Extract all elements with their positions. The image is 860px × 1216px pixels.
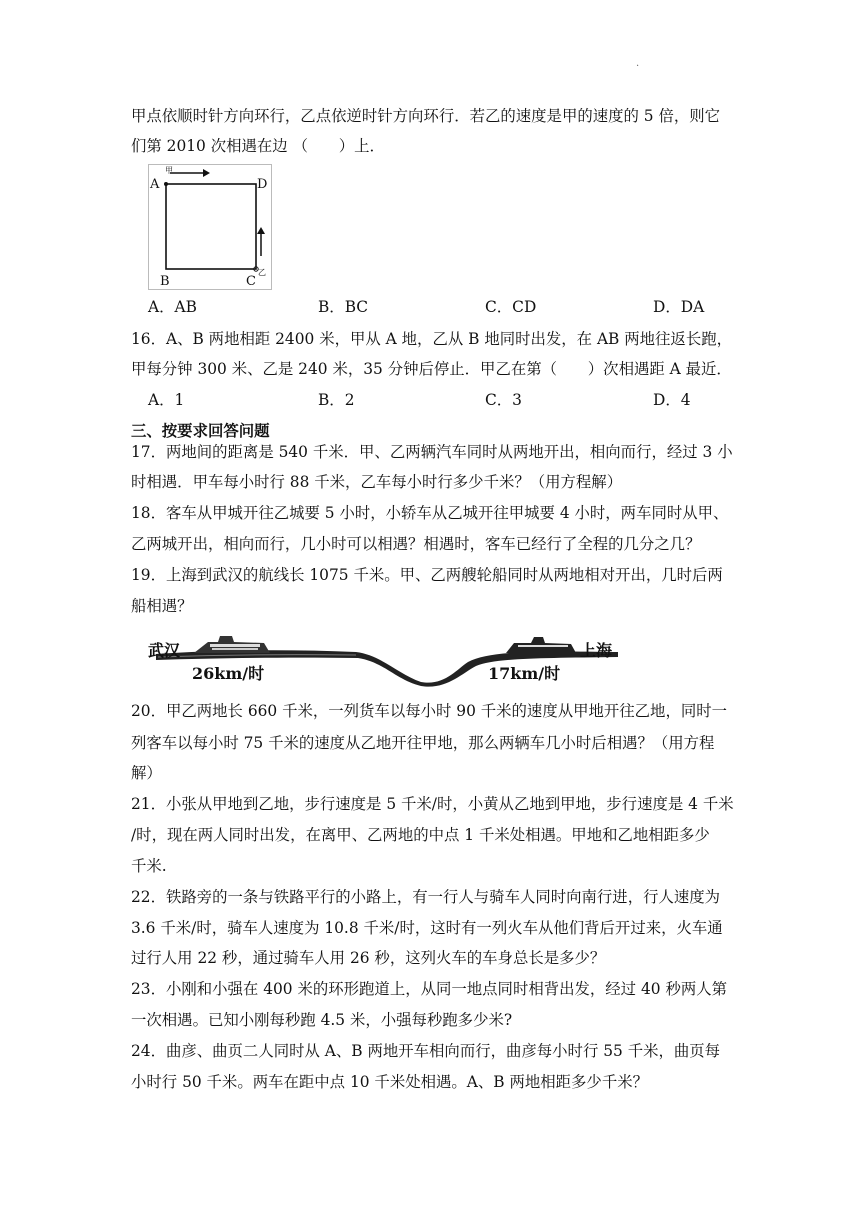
q16-option-a: A．1	[148, 391, 185, 409]
q18-text-line2: 乙两城开出，相向而行，几小时可以相遇？相遇时，客车已经行了全程的几分之几？	[131, 535, 701, 553]
q16-option-d: D．4	[653, 391, 691, 409]
q19-text-line2: 船相遇？	[131, 597, 193, 615]
q16-option-c: C．3	[485, 391, 522, 409]
q22-text-line2: 3.6 千米/时，骑车人速度为 10.8 千米/时，这时有一列火车从他们背后开过来，火车通	[131, 919, 723, 937]
label-yi: 乙	[258, 268, 266, 277]
q15-option-c: C．CD	[485, 298, 537, 316]
shanghai-speed-label: 17km/时	[488, 664, 561, 683]
q20-text-line1: 20．甲乙两地长 660 千米，一列货车以每小时 90 千米的速度从甲地开往乙地，同时一	[131, 702, 728, 720]
label-c: C	[246, 274, 256, 289]
q15-text-line2: 们第 2010 次相遇在边 （ ）上．	[131, 137, 385, 155]
q17-text-line2: 时相遇．甲车每小时行 88 千米，乙车每小时行多少千米？（用方程解）	[131, 473, 623, 491]
q21-text-line1: 21．小张从甲地到乙地，步行速度是 5 千米/时，小黄从乙地到甲地，步行速度是 4 千米	[131, 795, 734, 813]
q20-text-line3: 解）	[131, 764, 162, 782]
wuhan-ship-icon	[194, 636, 270, 653]
q24-text-line1: 24．曲彦、曲页二人同时从 A、B 两地开车相向而行，曲彦每小时行 55 千米，曲页每	[131, 1042, 721, 1060]
shanghai-label: 上海	[580, 641, 613, 660]
wuhan-label: 武汉	[148, 641, 181, 660]
q22-text-line3: 过行人用 22 秒，通过骑车人用 26 秒，这列火车的车身总长是多少？	[131, 949, 606, 967]
q24-text-line2: 小时行 50 千米。两车在距中点 10 千米处相遇。A、B 两地相距多少千米？	[131, 1073, 648, 1091]
q18-text-line1: 18．客车从甲城开往乙城要 5 小时，小轿车从乙城开往甲城要 4 小时，两车同时从甲、	[131, 504, 729, 522]
q21-text-line2: /时，现在两人同时出发，在离甲、乙两地的中点 1 千米处相遇。甲地和乙地相距多少	[131, 826, 710, 844]
q22-text-line1: 22．铁路旁的一条与铁路平行的小路上，有一行人与骑车人同时向南行进，行人速度为	[131, 888, 721, 906]
q23-text-line1: 23．小刚和小强在 400 米的环形跑道上，从同一地点同时相背出发，经过 40 秒两人第	[131, 980, 728, 998]
label-a: A	[150, 177, 160, 192]
q16-option-b: B．2	[318, 391, 355, 409]
q15-option-b: B．BC	[318, 298, 369, 316]
q15-option-d: D．DA	[653, 298, 705, 316]
q16-text-line1: 16．A、B 两地相距 2400 米，甲从 A 地，乙从 B 地同时出发，在 AB 两地往返长跑，	[131, 330, 732, 348]
q15-option-a: A．AB	[148, 298, 197, 316]
q21-text-line3: 千米.	[131, 857, 167, 875]
q19-route-figure	[146, 624, 626, 690]
page-marker: .	[636, 58, 640, 69]
q23-text-line2: 一次相遇。已知小刚每秒跑 4.5 米，小强每秒跑多少米?	[131, 1011, 513, 1029]
point-a	[164, 182, 168, 186]
wuhan-speed-label: 26km/时	[192, 664, 265, 683]
q17-text-line1: 17．两地间的距离是 540 千米．甲、乙两辆汽车同时从两地开出，相向而行，经过 3 小	[131, 443, 733, 461]
q20-text-line2: 列客车以每小时 75 千米的速度从乙地开往甲地，那么两辆车几小时后相遇？（用方程	[131, 734, 715, 752]
label-jia: 甲	[165, 166, 173, 175]
label-d: D	[257, 177, 268, 192]
q15-text-line1: 甲点依顺时针方向环行，乙点依逆时针方向环行．若乙的速度是甲的速度的 5 倍，则它	[131, 107, 721, 125]
q19-text-line1: 19．上海到武汉的航线长 1075 千米。甲、乙两艘轮船同时从两地相对开出，几时后两	[131, 566, 723, 584]
shanghai-ship-icon	[506, 637, 576, 653]
section-heading: 三、按要求回答问题	[131, 422, 270, 440]
label-b: B	[160, 274, 170, 289]
q15-square-figure	[148, 164, 272, 290]
q16-text-line2: 甲每分钟 300 米、乙是 240 米，35 分钟后停止．甲乙在第（ ）次相遇距 A 最近．	[131, 360, 732, 378]
